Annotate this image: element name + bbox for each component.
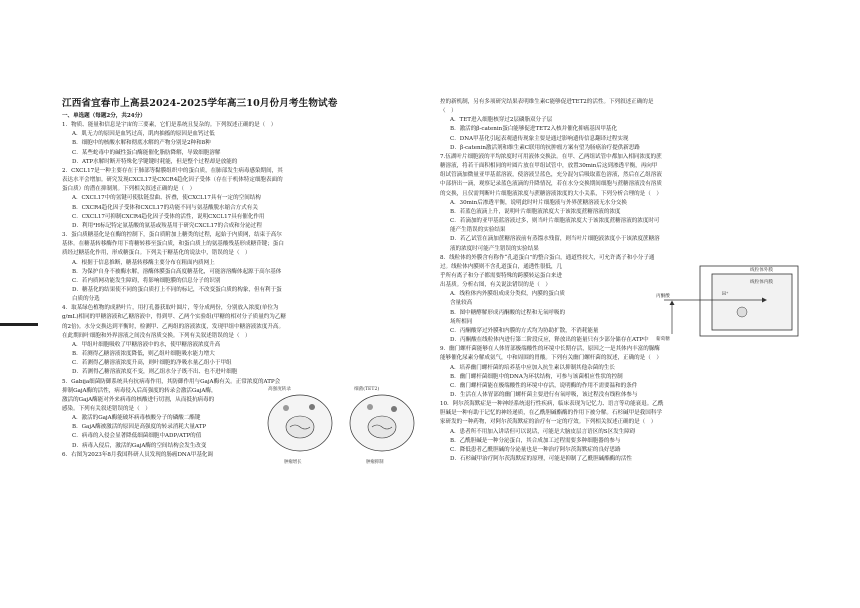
- fig8-transporter: [737, 307, 747, 317]
- option-line: B．若测得乙糖溶液浓度降低，则乙组叶细胞吸水能力增大: [72, 351, 215, 358]
- question-line: 家研发的一种药物，对阿尔茨海默症的治疗有一定的疗效。下列相关叙述正确的是（ ）: [440, 419, 657, 426]
- option-line: A．线粒体内外膜组成成分类似，内膜的蛋白质: [450, 291, 565, 298]
- option-line: B．图中糖酵解形成丙酮酸的过程和无氧呼吸的: [450, 309, 566, 316]
- fig5-bottom-left: 肿瘤增长: [284, 460, 302, 465]
- question-line: 胆碱是一种有助于记忆的神经递质，在乙酰胆碱酯酶的作用下被分解。石杉碱甲是我国科学: [440, 410, 662, 417]
- question-line: 8．线粒体的外膜含有称作“孔道蛋白”的整合蛋白，通道性较大，可允许离子和小分子通: [440, 254, 655, 261]
- option-line: D．石杉碱甲治疗阿尔茨海默症的原理，可能是抑制了乙酰胆碱酯酶的活性: [450, 456, 632, 463]
- question-line: 基体。在糖基转移酶作用下将糖转移至蛋白质，和蛋白质上的氨基酸残基形成糖苷键；蛋白: [62, 241, 284, 248]
- question-line: 乎所有离子和分子都需要特殊的跨膜转运蛋白来进: [440, 272, 563, 279]
- question-line: 组试管滴加微量亚甲基蓝溶液，使溶液呈蓝色，充分混匀后吸取蓝色溶液，然后在乙组溶液: [440, 172, 662, 179]
- option-line: A．CXCL17中的氢键可使肽链盘曲、折叠，使CXCL17具有一定的空间结构: [72, 195, 261, 202]
- question-line: （ ）: [440, 108, 457, 115]
- option-line: D．β-catenin激活剂和维生素C联用的抗肿瘤方案有望为肠癌治疗提供新思路: [450, 144, 640, 151]
- option-line: C．CXCL17可抑制CXCR4趋化因子受体的活性，说明CXCL17具有催化作用: [72, 213, 265, 220]
- question-line: g/mL)相同的甲糖溶液和乙糖溶液中，得到甲、乙两个实验组(甲糖的相对分子质量约为乙糖: [62, 314, 286, 321]
- fig5-protein: [367, 404, 373, 410]
- question-line: 糖溶液，将若干面积相同的叶圆片放在甲组试管中，放置30min后这到渗透平衡，再向甲: [440, 163, 658, 170]
- option-line: B．细胞中的核酸水解和彻底水解的产物分别是2种和8种: [72, 140, 211, 147]
- option-line: B．若蓝色液滴上升，说明叶片细胞液浓度大于该浓度蔗糖溶液的浓度: [450, 208, 621, 215]
- option-line: B．激活的β-catenin蛋白能够促进TET2入核并催化抑癌基因甲基化: [450, 126, 618, 133]
- option-line: D．利用³H标记特定氨基酸的氨基或羧基用于研究CXCL17的合成和分泌过程: [72, 222, 262, 229]
- option-line: C．若滴加的亚甲基蓝溶液过多，则当叶片细胞液浓度大于该浓度蔗糖溶液的浓度时可: [450, 218, 660, 225]
- fig8-inner-label: 线粒体内膜: [750, 280, 773, 285]
- fig8-h-label: H⁺: [722, 292, 729, 297]
- paper-title: 江西省宜春市上高县2024-2025学年高三10月份月考生物试卷: [62, 98, 338, 109]
- fig8-pyruvate-label: 丙酮酸: [656, 294, 670, 299]
- question-line: 10．阿尔茨海默症是一种神经系统退行性疾病，临床表现为记忆力、语言等功能衰退。乙酰: [440, 401, 664, 408]
- option-line: D．丙酮酸在线粒体内进行第二阶段反应，释放出的能量只有少部分储存在ATP中: [450, 337, 649, 344]
- question-line: 3．蛋白质糖基化是在酶的控制下，蛋白质附加上糖类的过程，起始于内质网，结束于高尔: [62, 232, 282, 239]
- fig5-protein: [391, 406, 397, 412]
- question-line: 感染。下列有关叙述错误的是（ ）: [62, 406, 151, 412]
- question-line: 6．右图为2023年8月我国科研人员发现的肠癌DNA甲基化调: [62, 451, 213, 458]
- option-line: 含量较高: [450, 300, 473, 307]
- fig8-glucose-label: 葡萄糖: [656, 337, 670, 342]
- option-line: B．CXCR4趋化因子受体和CXCL17的功能不同与氨基酸脱水缩合方式有关: [72, 204, 258, 211]
- option-line: 液的浓度时可能产生错误的实验结果: [450, 245, 539, 252]
- option-line: A．培养幽门螺杆菌的培养基中应加入抗生素以抑制其他杂菌的生长: [450, 364, 615, 371]
- fig5-protein: [309, 404, 315, 410]
- section-heading: 一、单选题（每题2分，共24分）: [62, 113, 146, 119]
- option-line: D．病毒入侵后，激活的GajA酶的空间结构会发生改变: [72, 442, 207, 449]
- option-line: C．病毒的入侵会显著降低细菌细胞中ADP/ATP的值: [72, 433, 202, 440]
- option-line: 能产生错误的实验结果: [450, 227, 506, 234]
- dna-methylation-figure: [262, 383, 426, 473]
- question-line: 7.伍湖叶片细胞液的平均浓度时可用液体交换法。在甲、乙两组试管中都加入相同浓度的蔗: [440, 153, 662, 160]
- option-line: A．甲组叶细胞吸收了甲糖溶液中的水，使甲糖溶液浓度升高: [72, 341, 221, 348]
- option-line: B．幽门螺杆菌细胞中的DNA为环状结构，可参与该菌相应性状的控制: [450, 373, 623, 380]
- question-line: 2．CXCL17是一种主要存在于肺部等黏膜组织中的蛋白质，在肺部发生病毒感染期间，其: [62, 167, 283, 174]
- option-line: C．丙酮酸穿过外膜和内膜的方式均为协助扩散，不消耗能量: [450, 327, 599, 334]
- option-line: C．某些蛇毒中的碱性蛋白酶能催化脂肪降解，导致细胞溶解: [72, 149, 221, 156]
- option-line: D．若测得乙糖溶液浓度不变，则乙组水分子既不出、也不进叶细胞: [72, 369, 238, 376]
- fig8-outer-label: 线粒体外膜: [750, 268, 773, 273]
- question-line: 蛋白质）的潜在抑制剂。下列相关叙述正确的是（ ）: [62, 186, 196, 193]
- question-line: 抑制GajA酶的活性，病毒侵入后高强度的转录会激活GajA酶，: [62, 387, 217, 394]
- fig5-right-label: 细菌(TET2): [354, 387, 380, 392]
- option-line: A．肌无力的原因是血钙过高，肌肉抽搐的原因是血钙过低: [72, 131, 215, 138]
- question-line: 控的新机制，另有多项研究结果表明维生素C能够促进TET2的活性。下列叙述正确的是: [440, 99, 654, 105]
- option-line: A．30min后渗透平衡，说明此时叶片细胞液与外界蔗糖溶液无水分交换: [450, 199, 627, 206]
- binding-mark: [0, 323, 38, 326]
- fig5-left-label: 高强度转录: [268, 387, 291, 392]
- question-line: 能够催化尿素分解成氨气，中和周围的胃酸。下列有关幽门螺杆菌的叙述，正确的是（ ）: [440, 355, 662, 362]
- fig8-arrowhead: [670, 301, 675, 306]
- option-line: D．糖基化的结果使不同的蛋白质打上不同的标记，不改变蛋白质的构象，但有利于蛋: [72, 286, 282, 293]
- question-line: 表达水平会增加。研究发现CXCL17是CXCR4趋化因子受体（存在于机体特定细胞表面的: [62, 177, 283, 184]
- fig5-bottom-right: 肿瘤抑制: [366, 460, 384, 465]
- option-line: D．生活在人体胃部的幽门螺杆菌主要进行有氧呼吸，该过程没有线粒体参与: [450, 392, 638, 398]
- option-line: B．GajA酶被激活的原因是高强度的转录消耗大量ATP: [72, 424, 207, 431]
- option-line: A．患者所不用加入讲话但可以说话，可能是大脑皮层言语区的S区发生障碍: [450, 428, 636, 435]
- question-line: 激活的GajA酶能对外来病毒的核酸进行切割，从而抵抗病毒的: [62, 396, 215, 403]
- option-line: C．降低患者乙酰胆碱的分泌量也是一种治疗阿尔茨海默症的良好思路: [450, 446, 621, 453]
- question-line: 5．Gabija细菌防御系统具有抗病毒作用，其防御作用与GajA酶有关。正常浓度的ATP会: [62, 378, 281, 385]
- option-line: A．激活的GajA酶能破坏病毒核酸分子的磷酸二酯键: [72, 415, 201, 422]
- question-line: 在此期间叶细胞和外界溶液之间没有溶质交换。下列有关叙述错误的是（ ）: [62, 332, 251, 339]
- question-line: 过。线粒体内膜则不含孔道蛋白，通透性很低，几: [440, 263, 563, 270]
- option-line: C．若内质网功能发生障碍，将影响细胞膜的信息分子的识别: [72, 277, 221, 284]
- option-line: C．若测得乙糖溶液浓度升高，则叶细胞的净吸水量乙组小于甲组: [72, 360, 232, 367]
- option-line: B．乙酰胆碱是一种分泌蛋白，其合成加工过程需要多种细胞器的参与: [450, 437, 621, 444]
- question-line: 质经过糖基化作用，形成糖蛋白。下列关于糖基化的说法中，错误的是（ ）: [62, 250, 251, 257]
- option-line: B．为保护自身不被酶水解，溶酶体膜蛋白高度糖基化，可能溶溶酶体起源于高尔基体: [72, 268, 282, 275]
- option-line: A．TET进入细胞核穿过2层磷脂双分子层: [450, 117, 553, 124]
- option-line: C．幽门螺杆菌能在极端酸性的环境中存活，说明酶的作用不需要温和的条件: [450, 382, 638, 389]
- question-line: 9．幽门螺杆菌能够在人体胃部极端酸性的环境中长期存活，原因之一是其体内丰富的脲酶: [440, 346, 660, 353]
- question-line: 1．物质、能量和信息是宇宙的三要素，它们是系统且复杂的。下列叙述正确的是（ ）: [62, 122, 277, 129]
- question-line: 的交换，且仅需判断叶片细胞液浓度与蔗糖溶液浓度的大小关系，下列分析合理的是（ ）: [440, 190, 662, 197]
- option-line: 白质的分选: [72, 296, 100, 303]
- option-line: A．根据于信息推断，糖基转移酶主要分布在粗面内质网上: [72, 259, 215, 266]
- question-line: 中部挤出一滴，观察记录蓝色液滴的升降情况，若在水分交换期间细胞与蔗糖溶液没有溶质: [440, 181, 662, 188]
- question-line: 4．取某绿色植物的成熟叶片，用打孔器获取叶圆片，等分成两份，分别放入浓度(单位为: [62, 305, 279, 312]
- mitochondria-figure: [652, 262, 802, 342]
- option-line: C．DNA甲基化引起表观遗传现象主要是通过影响遗传信息翻译过程实现: [450, 135, 629, 142]
- question-line: 出基质。分析右图，有关说法错误的是（ ）: [440, 282, 551, 289]
- option-line: D．ATP水解时断开特殊化学键键时耗能，但是整个过程却是放能的: [72, 158, 238, 165]
- option-line: D．若乙试管在滴加蔗糖溶液前有蒸馏水残留，则当叶片细胞液浓度小于该浓度蔗糖溶: [450, 236, 660, 243]
- option-line: 场所相同: [450, 318, 473, 325]
- question-line: 的2倍)。水分交换达到平衡时，检测甲、乙两组的溶液浓度，发现甲组中糖溶液浓度升高。: [62, 323, 285, 330]
- fig5-protein: [283, 405, 289, 411]
